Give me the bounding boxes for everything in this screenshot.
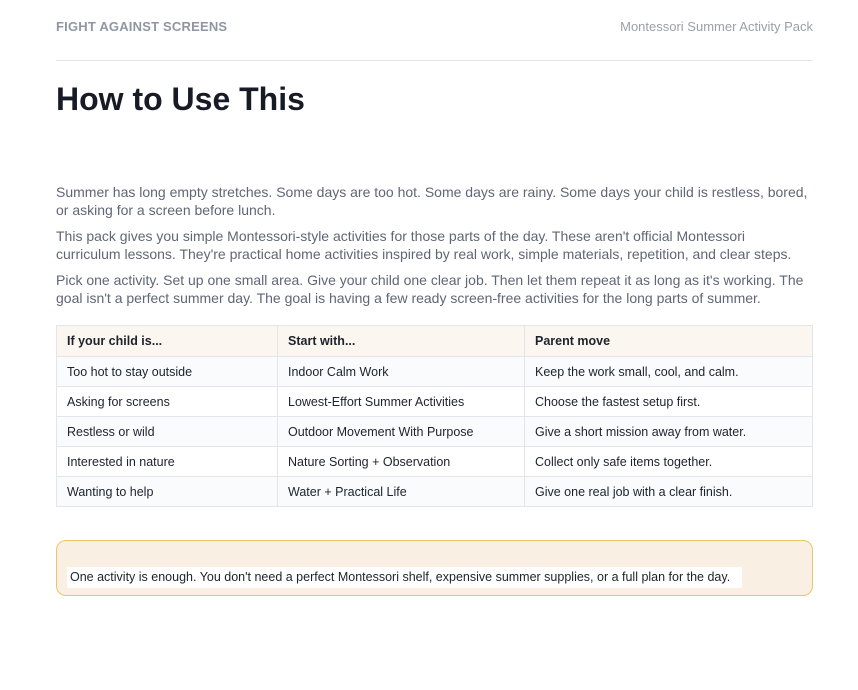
table-cell: Lowest-Effort Summer Activities	[278, 387, 525, 417]
table-cell: Nature Sorting + Observation	[278, 447, 525, 477]
table-row	[57, 417, 813, 447]
table-row	[57, 387, 813, 417]
table-cell: Indoor Calm Work	[278, 357, 525, 387]
table-row	[57, 357, 813, 387]
column-header-child-state: If your child is...	[57, 326, 278, 357]
table-header-row	[57, 326, 813, 357]
table-cell: Too hot to stay outside	[57, 357, 278, 387]
column-header-parent-move: Parent move	[525, 326, 813, 357]
pack-title: Montessori Summer Activity Pack	[620, 19, 813, 34]
callout-note-text: One activity is enough. You don't need a perfect Montessori shelf, expensive summer supplies, or a full plan for the day.	[67, 567, 742, 588]
callout-note	[56, 540, 813, 596]
page-title: How to Use This	[56, 81, 305, 117]
intro-section	[56, 183, 813, 315]
intro-paragraph: This pack gives you simple Montessori-style activities for those parts of the day. These aren't official Montessori curriculum lessons. They're practical home activities inspired by real work, simple materials, repetition, and clear steps.	[56, 228, 792, 262]
table-cell: Interested in nature	[57, 447, 278, 477]
table-row	[57, 477, 813, 507]
table-cell: Keep the work small, cool, and calm.	[525, 357, 813, 387]
table-cell: Choose the fastest setup first.	[525, 387, 813, 417]
table-cell: Wanting to help	[57, 477, 278, 507]
table-cell: Give a short mission away from water.	[525, 417, 813, 447]
column-header-start-with: Start with...	[278, 326, 525, 357]
table-row	[57, 447, 813, 477]
table-cell: Restless or wild	[57, 417, 278, 447]
page	[56, 0, 813, 584]
table-cell: Asking for screens	[57, 387, 278, 417]
table-cell: Outdoor Movement With Purpose	[278, 417, 525, 447]
table-cell: Collect only safe items together.	[525, 447, 813, 477]
intro-paragraph: Summer has long empty stretches. Some days are too hot. Some days are rainy. Some days your child is restless, bored, or asking for a screen before lunch.	[56, 184, 808, 218]
brand-label: FIGHT AGAINST SCREENS	[56, 19, 228, 34]
intro-paragraph: Pick one activity. Set up one small area. Give your child one clear job. Then let them repeat it as long as it's working. The goal isn't a perfect summer day. The goal is having a few ready screen-free activities for the long parts of summer.	[56, 272, 804, 306]
activity-guide-table	[56, 325, 813, 507]
page-header	[56, 0, 813, 61]
table-cell: Water + Practical Life	[278, 477, 525, 507]
table-cell: Give one real job with a clear finish.	[525, 477, 813, 507]
